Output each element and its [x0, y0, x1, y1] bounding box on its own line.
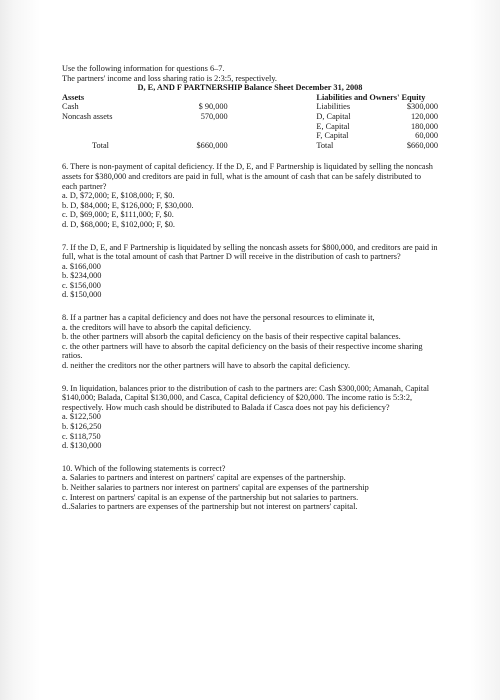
document-body [62, 64, 438, 512]
intro [62, 64, 438, 83]
table-row [62, 102, 438, 112]
question-stem: 8. If a partner has a capital deficiency and does not have the personal resources to eliminate it, [62, 313, 375, 323]
liability-label: E, Capital [316, 121, 350, 131]
answer-option: a. $122,500 [62, 412, 101, 422]
liability-label: F, Capital [316, 131, 349, 141]
answer-option: b. D, $84,000; E, $126,000; F, $30,000. [62, 200, 194, 210]
intro-line-2: The partners' income and loss sharing ratio is 2:3:5, respectively. [62, 73, 278, 83]
table-header-row [62, 93, 438, 103]
asset-amount: 570,000 [200, 111, 228, 121]
table-row [62, 131, 438, 141]
answer-option: a. D, $72,000; E, $108,000; F, $0. [62, 191, 175, 201]
asset-amount: $ 90,000 [198, 102, 228, 112]
answer-option: c. $118,750 [62, 431, 101, 441]
answer-option: d..Salaries to partners are expenses of the partnership but not interest on partners' capital. [62, 502, 358, 512]
answer-option: b. $234,000 [62, 271, 102, 281]
answer-option: c. the other partners will have to absorb the capital deficiency on the basis of their respective income sharing ratios. [62, 341, 423, 361]
liability-label: D, Capital [316, 111, 351, 121]
asset-label: Cash [62, 102, 79, 112]
table-row [62, 112, 438, 122]
total-liabilities-label: Total [316, 140, 334, 150]
liability-label: Liabilities [316, 102, 351, 112]
answer-option: d. $130,000 [62, 441, 102, 451]
answer-option: d. $150,000 [62, 290, 102, 300]
liability-amount: 60,000 [415, 131, 438, 141]
balance-sheet-table [62, 93, 438, 151]
liability-amount: 180,000 [411, 121, 438, 131]
question-6 [62, 162, 438, 229]
answer-option: c. D, $69,000; E, $111,000; F, $0. [62, 210, 174, 220]
question-stem: 9. In liquidation, balances prior to the distribution of cash to the partners are: Cash $300,000; Amanah, Capital $140,000; Balada, Capital $130,000, and Casca, Capital deficiency of $20,000. The income ratio is 5:3:2, respectively. How much cash should be distributed to Balada if Casca does not pay his deficiency? [62, 383, 430, 412]
answer-option: c. $156,000 [62, 280, 101, 290]
asset-label: Noncash assets [62, 111, 113, 121]
liabilities-header: Liabilities and Owners' Equity [316, 92, 426, 102]
question-stem: 6. There is non-payment of capital deficiency. If the D, E, and F Partnership is liquidated by selling the noncash assets for $380,000 and creditors are paid in full, what is the amount of cash that can be safely distributed to each partner? [62, 162, 433, 191]
answer-option: a. the creditors will have to absorb the capital deficiency. [62, 322, 252, 332]
question-10 [62, 464, 438, 512]
question-9 [62, 384, 438, 451]
question-7 [62, 243, 438, 301]
question-stem: 7. If the D, E, and F Partnership is liquidated by selling the noncash assets for $800,000, and creditors are paid in full, what is the total amount of cash that Partner D will receive in the distribution of cash to partners? [62, 242, 438, 262]
balance-sheet-title: D, E, AND F PARTNERSHIP Balance Sheet December 31, 2008 [137, 83, 363, 93]
total-assets-label: Total [92, 140, 109, 150]
liability-amount: 120,000 [411, 111, 438, 121]
total-liabilities-amount: $660,000 [406, 140, 438, 150]
table-row [62, 122, 438, 132]
answer-option: d. D, $68,000; E, $102,000; F, $0. [62, 219, 175, 229]
answer-option: a. Salaries to partners and interest on partners' capital are expenses of the partnership. [62, 473, 346, 483]
answer-option: c. Interest on partners' capital is an expense of the partnership but not salaries to partners. [62, 492, 359, 502]
total-row [62, 141, 438, 151]
answer-option: d. neither the creditors nor the other partners will have to absorb the capital deficiency. [62, 361, 350, 371]
answer-option: b. the other partners will absorb the capital deficiency on the basis of their respective capital balances. [62, 332, 401, 342]
answer-option: b. $126,250 [62, 422, 102, 431]
answer-option: b. Neither salaries to partners nor interest on partners' capital are expenses of the partnership [62, 482, 369, 492]
question-stem: 10. Which of the following statements is correct? [62, 463, 226, 473]
total-assets-amount: $660,000 [196, 140, 228, 150]
liability-amount: $300,000 [406, 102, 438, 112]
intro-line-1: Use the following information for questions 6–7. [62, 64, 225, 73]
question-8 [62, 313, 438, 371]
assets-header: Assets [62, 92, 85, 102]
answer-option: a. $166,000 [62, 261, 101, 271]
